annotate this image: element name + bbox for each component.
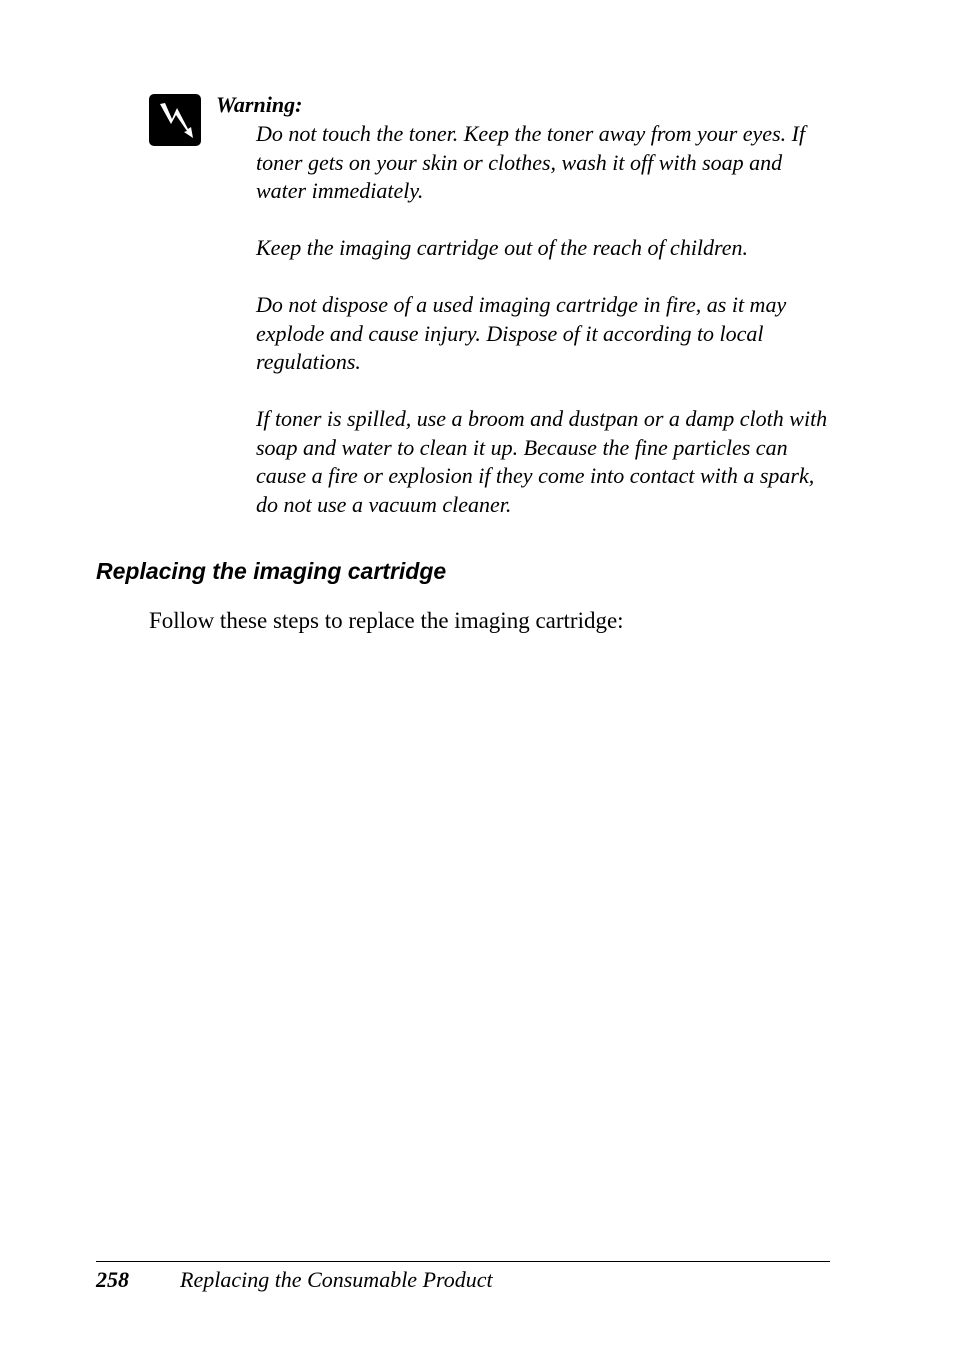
page-number: 258 <box>96 1267 129 1292</box>
footer-divider <box>96 1261 830 1262</box>
warning-icon <box>149 94 201 146</box>
section-heading: Replacing the imaging cartridge <box>96 558 447 584</box>
warning-label: Warning: <box>216 92 303 117</box>
intro-text: Follow these steps to replace the imaging cartridge: <box>149 608 624 633</box>
warning-paragraph: If toner is spilled, use a broom and dustpan or a damp cloth with soap and water to clean it up. Because the fine particles can cause a fire or explosion if they come into contact with a spark, do not use a vacuum cleaner. <box>256 406 828 517</box>
warning-body <box>256 120 836 519</box>
warning-paragraph: Do not dispose of a used imaging cartridge in fire, as it may explode and cause injury. Dispose of it according to local regulations. <box>256 292 787 374</box>
warning-paragraph: Keep the imaging cartridge out of the reach of children. <box>256 235 749 260</box>
footer-chapter-title: Replacing the Consumable Product <box>180 1267 493 1292</box>
lightning-bolt-icon <box>149 94 201 146</box>
warning-paragraph: Do not touch the toner. Keep the toner away from your eyes. If toner gets on your skin or clothes, wash it off with soap and water immediately. <box>256 121 806 203</box>
